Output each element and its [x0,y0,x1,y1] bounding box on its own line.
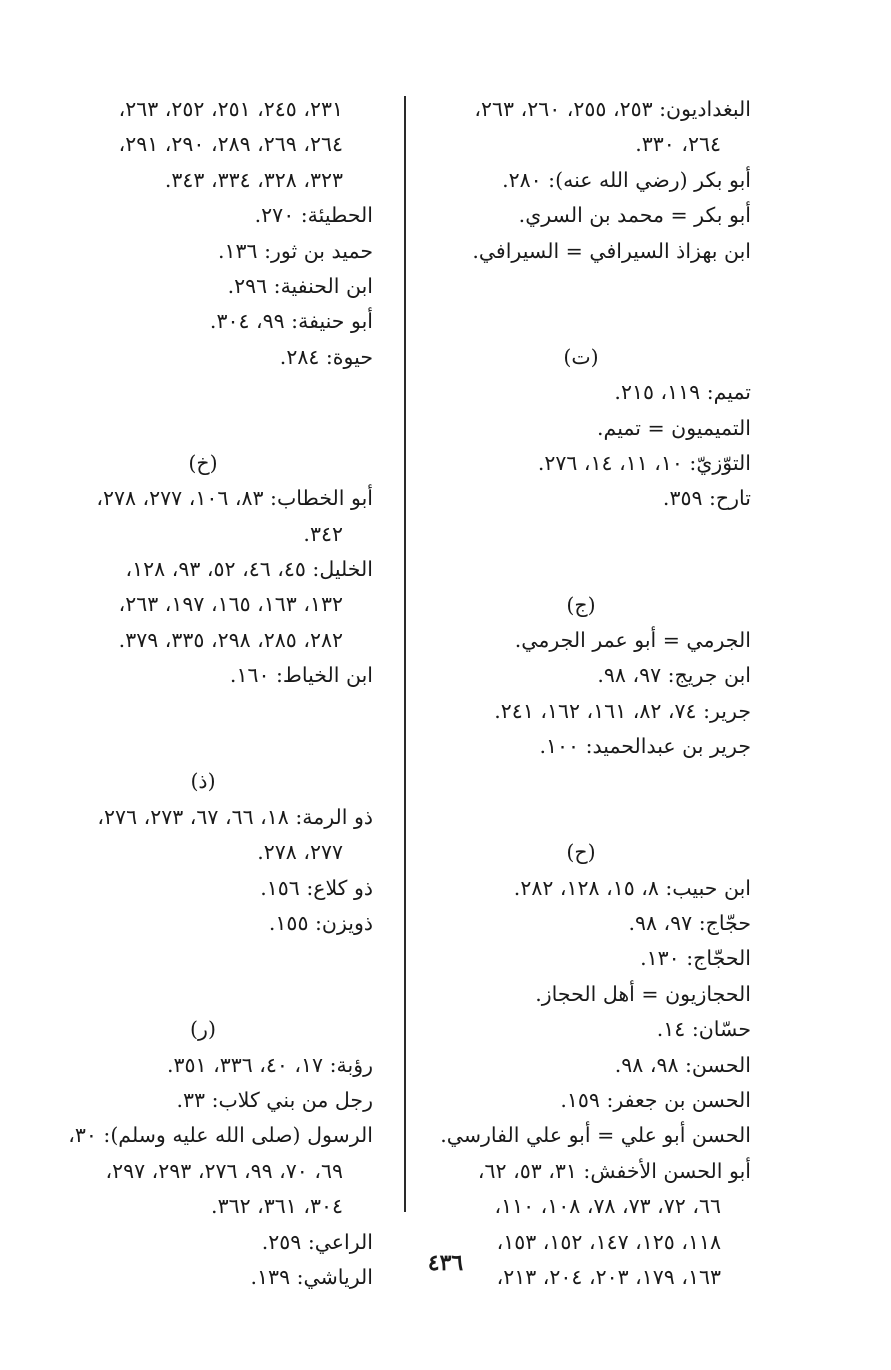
index-entry: ذو الرمة: ١٨، ٦٦، ٦٧، ٢٧٣، ٢٧٦، [97,804,373,829]
column-divider [404,96,406,1212]
index-entry: أبو بكر (رضي الله عنه): ٢٨٠. [502,167,751,192]
letter-heading: (ح) [566,840,596,865]
index-entry: أبو حنيفة: ٩٩، ٣٠٤. [209,309,373,334]
index-entry-continuation: ٣٠٤، ٣٦١، ٣٦٢. [211,1194,343,1219]
index-entry-continuation: ٢٣١، ٢٤٥، ٢٥١، ٢٥٢، ٢٦٣، [118,97,343,121]
section-gap [411,517,751,588]
index-entry: الخليل: ٤٥، ٤٦، ٥٢، ٩٣، ١٢٨، [125,557,373,582]
index-entry: التوّزيّ: ١٠، ١١، ١٤، ٢٧٦. [537,450,751,475]
index-entry-continuation: ٢٧٧، ٢٧٨. [257,840,343,865]
letter-heading: (خ) [188,450,218,475]
index-entry: أبو بكر = محمد بن السري. [518,203,751,228]
index-entry: البغداديون: ٢٥٣، ٢٥٥، ٢٦٠، ٢٦٣، [474,97,751,121]
letter-heading: (ج) [566,592,596,617]
section-gap [411,764,751,835]
index-entry: حميد بن ثور: ١٣٦. [217,238,373,263]
index-entry: ابن جريج: ٩٧، ٩٨. [597,663,751,688]
index-entry-continuation: ٣٤٢. [303,521,343,546]
index-entry: الحجّاج: ١٣٠. [640,946,751,971]
left-column [33,92,373,1295]
section-gap [411,269,751,340]
index-entry-continuation: ١٦٣، ١٧٩، ٢٠٣، ٢٠٤، ٢١٣، [496,1264,721,1289]
index-entry: أبو الحسن الأخفش: ٣١، ٥٣، ٦٢، [477,1158,751,1183]
letter-heading: (ذ) [190,769,216,794]
index-entry: الرياشي: ١٣٩. [250,1264,373,1289]
index-entry-continuation: ١٣٢، ١٦٣، ١٦٥، ١٩٧، ٢٦٣، [118,592,343,617]
index-entry-continuation: ٢٨٢، ٢٨٥، ٢٩٨، ٣٣٥، ٣٧٩. [118,627,343,652]
index-entry-continuation: ٢٦٤، ٣٣٠. [635,132,721,157]
right-column [411,92,751,1295]
index-entry: ابن حبيب: ٨، ١٥، ١٢٨، ٢٨٢. [513,875,751,900]
index-entry-continuation: ٣٢٣، ٣٢٨، ٣٣٤، ٣٤٣. [164,167,343,192]
page-number: ٤٣٦ [427,1250,464,1276]
index-entry: التميميون = تميم. [597,415,751,440]
letter-heading: (ر) [190,1017,216,1042]
index-entry: الراعي: ٢٥٩. [261,1229,373,1254]
section-gap [33,694,373,765]
letter-heading: (ت) [563,344,599,369]
index-entry: الحسن: ٩٨، ٩٨. [614,1052,751,1077]
index-entry-continuation: ١١٨، ١٢٥، ١٤٧، ١٥٢، ١٥٣، [496,1229,721,1254]
index-entry: تارح: ٣٥٩. [662,486,751,511]
index-entry: حجّاج: ٩٧، ٩٨. [628,911,751,936]
index-entry: حسّان: ١٤. [656,1017,751,1042]
index-entry: ابن الحنفية: ٢٩٦. [227,273,373,298]
index-entry: جرير بن عبدالحميد: ١٠٠. [539,734,751,759]
index-entry: الجرمي = أبو عمر الجرمي. [514,627,751,652]
index-entry: ابن الخياط: ١٦٠. [229,663,373,688]
index-entry: حيوة: ٢٨٤. [279,344,373,369]
index-entry: ابن بهزاذ السيرافي = السيرافي. [472,238,751,263]
index-entry: رؤبة: ١٧، ٤٠، ٣٣٦، ٣٥١. [166,1052,373,1077]
index-entry: تميم: ١١٩، ٢١٥. [614,380,751,405]
index-entry-continuation: ٢٦٤، ٢٦٩، ٢٨٩، ٢٩٠، ٢٩١، [118,132,343,157]
index-entry: جرير: ٧٤، ٨٢، ١٦١، ١٦٢، ٢٤١. [494,698,751,723]
section-gap [33,375,373,446]
index-entry: الرسول (صلى الله عليه وسلم): ٣٠، [68,1123,373,1148]
index-entry: رجل من بني كلاب: ٣٣. [176,1087,373,1112]
index-entry-continuation: ٦٦، ٧٢، ٧٣، ٧٨، ١٠٨، ١١٠، [494,1194,721,1219]
index-entry: الحسن بن جعفر: ١٥٩. [560,1087,751,1112]
index-entry: أبو الخطاب: ٨٣، ١٠٦، ٢٧٧، ٢٧٨، [96,486,373,511]
index-entry: الحطيئة: ٢٧٠. [254,203,373,228]
section-gap [33,941,373,1012]
index-entry: ذويزن: ١٥٥. [268,911,373,936]
index-entry: ذو كلاع: ١٥٦. [260,875,373,900]
index-entry-continuation: ٦٩، ٧٠، ٩٩، ٢٧٦، ٢٩٣، ٢٩٧، [105,1158,343,1183]
index-entry: الحجازيون = أهل الحجاز. [535,981,751,1006]
index-entry: الحسن أبو علي = أبو علي الفارسي. [440,1123,751,1148]
